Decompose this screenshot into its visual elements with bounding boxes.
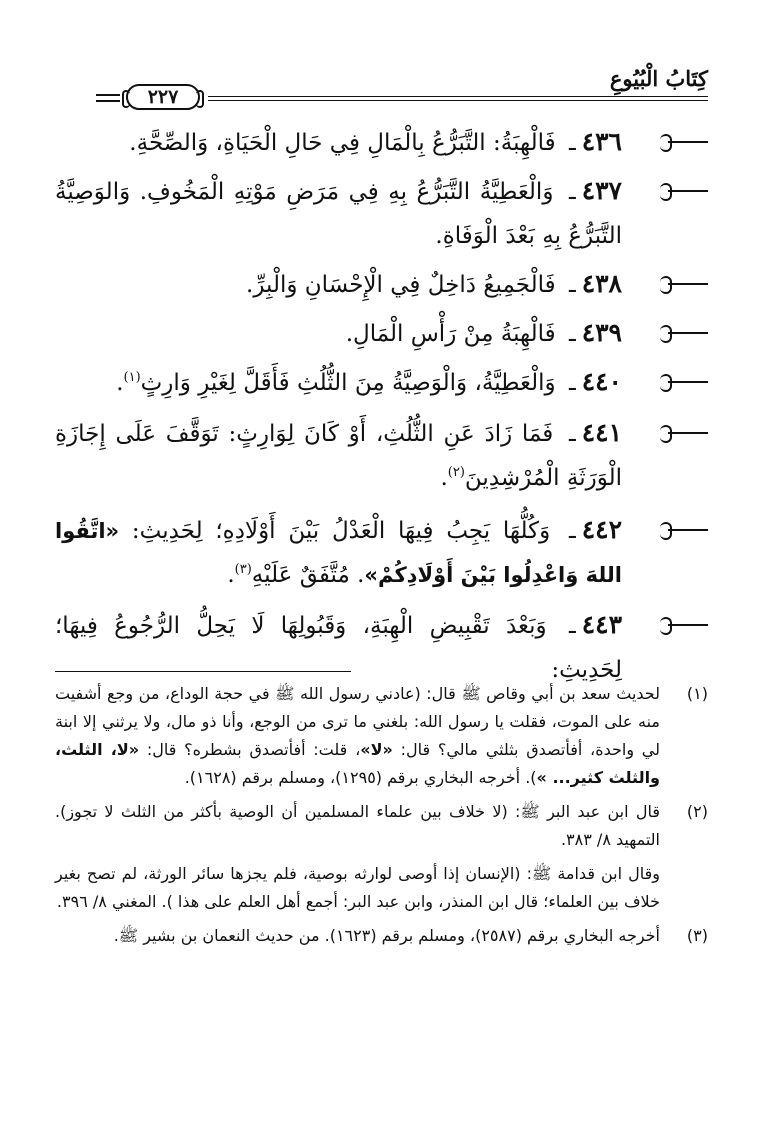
book-title: كِتَابُ الْبُيُوعِ [609, 66, 708, 91]
footnote-text: ، قلت: أفأتصدق بشطره؟ قال: [146, 740, 361, 759]
item-dash: ـ [568, 370, 576, 396]
footnote-ref[interactable]: (٣) [234, 562, 252, 577]
item-dash: ـ [568, 130, 576, 156]
item-marker-icon [660, 274, 708, 294]
header-rule [208, 96, 708, 97]
footnote-divider [55, 671, 351, 672]
item-text: وَالْعَطِيَّةُ، وَالْوَصِيَّةُ مِنَ الثُّلُثِ فَأَقَلَّ لِغَيْرِ وَارِثٍ [140, 370, 556, 396]
item-number: ٤٤١ [581, 418, 623, 447]
item-dash: ـ [568, 272, 576, 298]
item-436 [55, 120, 708, 165]
footnote-text: أخرجه البخاري برقم (٢٥٨٧)، ومسلم برقم (١٦٢٣). من حديث النعمان بن بشير ﷺ. [113, 926, 660, 945]
item-438 [55, 262, 708, 307]
footnote-number: (١) [686, 684, 708, 703]
item-number: ٤٣٧ [581, 176, 622, 205]
footnote-number: (٢) [686, 802, 708, 821]
item-number: ٤٣٩ [581, 318, 622, 347]
item-text: فَالْهِبَةُ: التَّبَرُّعُ بِالْمَالِ فِي حَالِ الْحَيَاةِ، وَالصِّحَّةِ. [129, 130, 556, 156]
item-marker-icon [660, 520, 708, 540]
footnote-bold: «لا» [360, 740, 393, 759]
item-marker-icon [660, 423, 708, 443]
item-number: ٤٣٨ [581, 269, 622, 298]
footnote-ref[interactable]: (٢) [447, 465, 465, 480]
item-marker-icon [660, 132, 708, 152]
footnote-text: لحديث سعد بن أبي وقاص ﷺ قال: (عادني رسول الله ﷺ في حجة الوداع، من وجع أشفيت منه على الموت، فقلت يا رسول الله: بلغني ما ترى من الوجع، وأنا ذو مال، ولا يرثني إلا ابنة لي واحدة، أفأتصدق بثلثي مالي؟ قال: [55, 684, 661, 759]
item-end: . [227, 562, 235, 588]
item-marker-icon [660, 181, 708, 201]
item-text: وَكُلُّهَا يَجِبُ فِيهَا الْعَدْلُ بَيْنَ أَوْلَادِهِ؛ لِحَدِيثِ: [131, 518, 551, 544]
item-dash: ـ [568, 321, 576, 347]
footnote-2 [55, 798, 708, 854]
item-number: ٤٤٢ [581, 515, 623, 544]
item-text: وَالْعَطِيَّةُ التَّبَرُّعُ بِهِ فِي مَرَضِ مَوْتِهِ الْمَخُوفِ. وَالوَصِيَّةُ التَّبَرُّعُ بِهِ بَعْدَ الْوَفَاةِ. [55, 179, 622, 249]
footnote-text: ). أخرجه البخاري برقم (١٢٩٥)، ومسلم برقم (١٦٢٨). [184, 768, 537, 787]
page-number-frame [126, 84, 200, 110]
item-442 [55, 508, 708, 597]
item-dash: ـ [568, 613, 576, 639]
page-header [96, 62, 708, 112]
item-text: فَالْجَمِيعُ دَاخِلٌ فِي الْإِحْسَانِ وَالْبِرِّ. [246, 272, 556, 298]
ornament-dash [96, 94, 120, 96]
footnote-bold: «لا، الثلث، والثلث كثير... » [55, 740, 660, 787]
item-marker-icon [660, 372, 708, 392]
item-number: ٤٤٠ [581, 367, 622, 396]
ornament-dash [96, 100, 120, 102]
item-number: ٤٣٦ [581, 127, 622, 156]
footnote-text: قال ابن عبد البر ﷺ: (لا خلاف بين علماء المسلمين أن الوصية بأكثر من الثلث لا تجوز). التمهيد ٨/ ٣٨٣. [55, 802, 660, 849]
item-end: . [440, 465, 448, 491]
item-dash: ـ [568, 421, 576, 447]
item-437 [55, 169, 708, 258]
footnotes [55, 680, 708, 950]
item-marker-icon [660, 323, 708, 343]
page-number-ornament [96, 84, 208, 114]
header-rule [208, 100, 708, 101]
item-text: فَالْهِبَةُ مِنْ رَأْسِ الْمَالِ. [345, 321, 556, 347]
footnote-ref[interactable]: (١) [123, 370, 141, 385]
footnote-3 [55, 922, 708, 950]
main-text [55, 120, 708, 692]
item-end: . [116, 370, 124, 396]
item-text: وَبَعْدَ تَقْبِيضِ الْهِبَةِ، وَقَبُولِهَا لَا يَحِلُّ الرُّجُوعُ فِيهَا؛ لِحَدِيثِ: [55, 613, 622, 683]
item-text: فَمَا زَادَ عَنِ الثُّلُثِ، أَوْ كَانَ لِوَارِثٍ: تَوَقَّفَ عَلَى إِجَازَةِ الْوَرَثَةِ الْمُرْشِدِينَ [55, 421, 622, 491]
item-dash: ـ [568, 518, 576, 544]
item-443 [55, 603, 708, 692]
item-after: . مُتَّفَقٌ عَلَيْهِ [251, 562, 365, 588]
item-440 [55, 360, 708, 405]
footnote-1 [55, 680, 708, 792]
item-439 [55, 311, 708, 356]
page-number: ٢٢٧ [147, 86, 179, 108]
item-number: ٤٤٣ [581, 610, 623, 639]
item-marker-icon [660, 615, 708, 635]
footnote-2-continued: وقال ابن قدامة ﷺ: (الإنسان إذا أوصى لوارثه بوصية، فلم يجزها سائر الورثة، لم تصح بغير خلاف بين العلماء؛ قال ابن المنذر، وابن عبد البر: أجمع أهل العلم على هذا ). المغني ٨/ ٣٩٦. [55, 864, 660, 911]
item-441 [55, 411, 708, 500]
item-dash: ـ [568, 179, 576, 205]
hadith-quote: «اتَّقُوا اللهَ وَاعْدِلُوا بَيْنَ أَوْلَادِكُمْ» [55, 519, 622, 587]
footnote-number: (٣) [686, 926, 708, 945]
